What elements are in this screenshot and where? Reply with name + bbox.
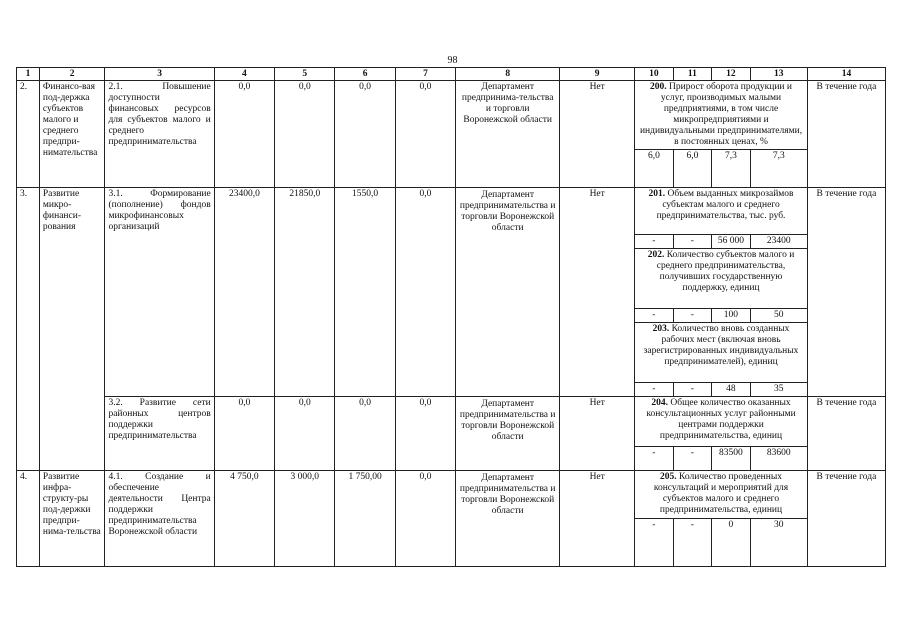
indicator-text — [635, 188, 808, 235]
col-header: 3 — [105, 68, 214, 81]
indicator-text — [635, 397, 808, 447]
indicator-value: - — [635, 383, 674, 397]
value-col9: Нет — [560, 188, 635, 397]
value-col5: 0,0 — [275, 81, 335, 188]
indicator-number: 205. — [660, 472, 677, 482]
indicator-value: 48 — [712, 383, 751, 397]
table-row — [17, 471, 886, 519]
col-header: 4 — [214, 68, 274, 81]
col-header: 1 — [17, 68, 40, 81]
indicator-value: - — [673, 447, 712, 471]
indicator-description: Количество вновь созданных рабочих мест (включая вновь зарегистрированных индивидуальных предпринимателей), единиц — [643, 324, 799, 367]
row-number: 2. — [17, 81, 40, 188]
indicator-value: 35 — [750, 383, 807, 397]
indicator-value: 56 000 — [712, 235, 751, 249]
term: В течение года — [807, 81, 885, 188]
indicator-value: - — [635, 309, 674, 323]
col-header: 9 — [560, 68, 635, 81]
value-col5: 0,0 — [275, 397, 335, 471]
value-col4: 0,0 — [214, 81, 274, 188]
indicator-value: - — [673, 519, 712, 567]
indicator-value: 100 — [712, 309, 751, 323]
indicator-description: Количество проведенных консультаций и мероприятий для субъектов малого и среднего предпринимательства, единиц — [653, 472, 789, 515]
value-col7: 0,0 — [395, 81, 455, 188]
col-header: 12 — [712, 68, 751, 81]
value-col4: 0,0 — [214, 397, 274, 471]
indicator-value: - — [673, 235, 712, 249]
value-col7: 0,0 — [395, 397, 455, 471]
col-header: 10 — [635, 68, 674, 81]
term: В течение года — [807, 397, 885, 471]
task-name: Финансо-вая под-держка субъектов малого и среднего предпри-нимательства — [39, 81, 105, 188]
table-row — [17, 188, 886, 235]
value-col7: 0,0 — [395, 471, 455, 567]
value-col6: 0,0 — [335, 81, 395, 188]
indicator-value: 50 — [750, 309, 807, 323]
col-header: 13 — [750, 68, 807, 81]
task-name: Развитие микро-финанси-рования — [39, 188, 105, 471]
table-row — [17, 81, 886, 150]
activity: 3.1. Формирование (пополнение) фондов микрофинансовых организаций — [105, 188, 214, 397]
term: В течение года — [807, 471, 885, 567]
value-col7: 0,0 — [395, 188, 455, 397]
indicator-value: 0 — [712, 519, 751, 567]
program-table — [16, 67, 886, 567]
row-number: 3. — [17, 188, 40, 471]
indicator-description: Количество субъектов малого и среднего предпринимательства, получивших государственную поддержку, единиц — [656, 250, 795, 293]
indicator-number: 204. — [651, 398, 668, 408]
indicator-value: - — [635, 519, 674, 567]
indicator-value: - — [635, 447, 674, 471]
indicator-value: 83600 — [750, 447, 807, 471]
col-header: 6 — [335, 68, 395, 81]
col-header: 2 — [39, 68, 105, 81]
col-header: 7 — [395, 68, 455, 81]
value-col5: 3 000,0 — [275, 471, 335, 567]
value-col4: 23400,0 — [214, 188, 274, 397]
indicator-text — [635, 323, 808, 383]
indicator-value: 83500 — [712, 447, 751, 471]
activity: 3.2. Развитие сети районных центров поддержки предпринимательства — [105, 397, 214, 471]
department: Департамент предпринимательства и торговли Воронежской области — [456, 471, 560, 567]
indicator-value: 6,0 — [635, 150, 674, 188]
indicator-text — [635, 81, 808, 150]
indicator-value: 6,0 — [673, 150, 712, 188]
column-header-row — [17, 68, 886, 81]
indicator-text — [635, 471, 808, 519]
department: Департамент предпринимательства и торговли Воронежской области — [456, 188, 560, 397]
activity: 4.1. Создание и обеспечение деятельности Центра поддержки предпринимательства Воронежской области — [105, 471, 214, 567]
indicator-number: 203. — [652, 324, 670, 334]
department: Департамент предпринимательства и торговли Воронежской области — [456, 397, 560, 471]
indicator-value: - — [673, 309, 712, 323]
indicator-value: 23400 — [750, 235, 807, 249]
row-number: 4. — [17, 471, 40, 567]
indicator-number: 202. — [647, 250, 665, 260]
value-col5: 21850,0 — [275, 188, 335, 397]
indicator-description: Прирост оборота продукции и услуг, производимых малыми предприятиями, в том числе микропредприятиями и индивидуальными предпринимателями, в постоянных ценах, % — [639, 82, 803, 147]
value-col9: Нет — [560, 471, 635, 567]
activity: 2.1. Повышение доступности финансовых ресурсов для субъектов малого и среднего предпринимательства — [105, 81, 214, 188]
value-col6: 0,0 — [335, 397, 395, 471]
value-col9: Нет — [560, 81, 635, 188]
indicator-value: 30 — [750, 519, 807, 567]
col-header: 14 — [807, 68, 885, 81]
value-col6: 1 750,00 — [335, 471, 395, 567]
task-name: Развитие инфра-структу-ры под-держки предпри-нима-тельства — [39, 471, 105, 567]
term: В течение года — [807, 188, 885, 397]
table-row — [17, 397, 886, 447]
value-col9: Нет — [560, 397, 635, 471]
value-col4: 4 750,0 — [214, 471, 274, 567]
indicator-description: Общее количество оказанных консультационных услуг районными центрами поддержки предпринимательства, единиц — [646, 398, 796, 441]
indicator-text — [635, 249, 808, 309]
page-number: 98 — [447, 55, 458, 66]
indicator-value: - — [673, 383, 712, 397]
indicator-number: 201. — [648, 189, 666, 199]
department: Департамент предпринима-тельства и торговли Воронежской области — [456, 81, 560, 188]
value-col6: 1550,0 — [335, 188, 395, 397]
indicator-value: 7,3 — [750, 150, 807, 188]
indicator-value: 7,3 — [712, 150, 751, 188]
indicator-value: - — [635, 235, 674, 249]
col-header: 11 — [673, 68, 712, 81]
col-header: 8 — [456, 68, 560, 81]
indicator-number: 200. — [650, 82, 667, 92]
col-header: 5 — [275, 68, 335, 81]
indicator-description: Объем выданных микрозаймов субъектам малого и среднего предпринимательства, тыс. руб. — [656, 189, 794, 221]
